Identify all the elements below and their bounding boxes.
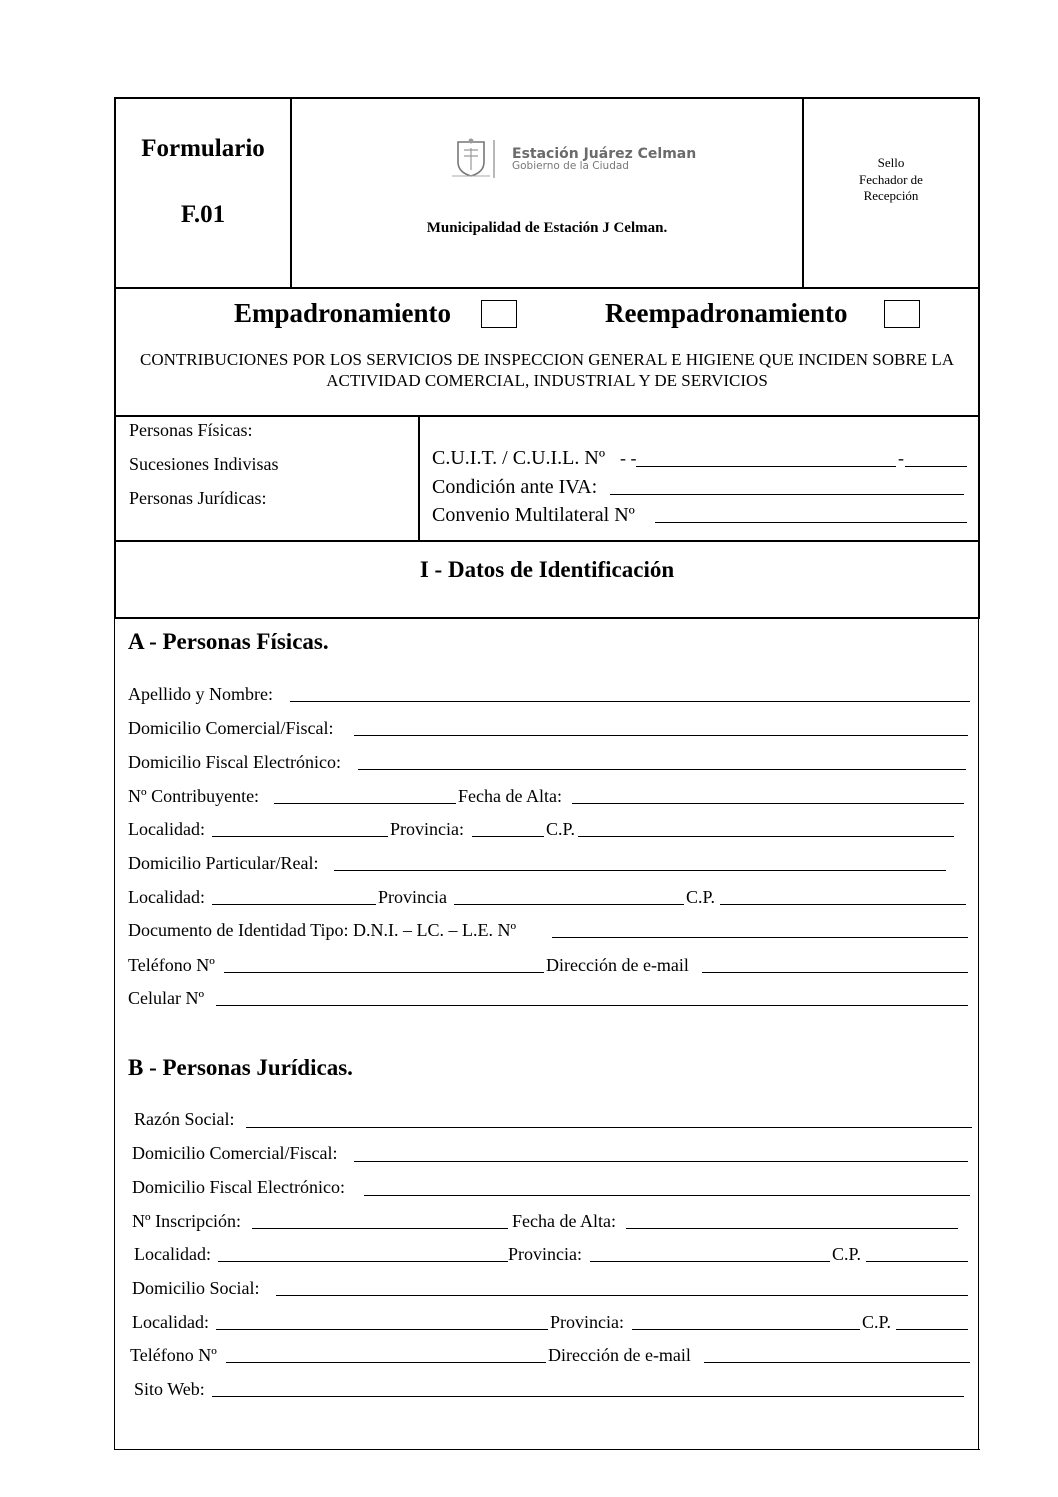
reempadronamiento-label: Reempadronamiento: [605, 298, 848, 328]
cuit-label: C.U.I.T. / C.U.I.L. Nº: [432, 447, 606, 469]
a-cp-label: C.P.: [546, 819, 576, 839]
municipality-name: Municipalidad de Estación J Celman.: [426, 220, 668, 236]
contributions-description-line-2: ACTIVIDAD COMERCIAL, INDUSTRIAL Y DE SERVICIOS: [326, 371, 768, 390]
a-apellido-input[interactable]: [290, 701, 970, 702]
form-code: F.01: [180, 201, 226, 228]
a-domicilio-electronico-input[interactable]: [358, 769, 966, 770]
b-fecha-alta-input[interactable]: [626, 1228, 958, 1229]
cuit-input-1[interactable]: [636, 466, 896, 467]
logo-subtitle: Gobierno de la Ciudad: [512, 160, 629, 172]
a-contribuyente-input[interactable]: [274, 803, 456, 804]
b-provincia2-input[interactable]: [632, 1329, 860, 1330]
a-cp2-label: C.P.: [686, 887, 716, 907]
stamp-line-1: Sello: [877, 155, 905, 170]
a-localidad-input[interactable]: [212, 836, 388, 837]
shield-icon: [446, 136, 506, 182]
a-apellido-label: Apellido y Nombre:: [128, 684, 273, 704]
a-telefono-label: Teléfono Nº: [128, 955, 215, 975]
a-domicilio-comercial-label: Domicilio Comercial/Fiscal:: [128, 718, 334, 738]
b-fecha-alta-label: Fecha de Alta:: [512, 1211, 616, 1231]
b-email-label: Dirección de e-mail: [548, 1345, 691, 1365]
b-sitio-web-label: Sito Web:: [134, 1379, 205, 1399]
a-documento-input[interactable]: [552, 937, 968, 938]
b-provincia-input[interactable]: [590, 1261, 830, 1262]
b-provincia2-label: Provincia:: [550, 1312, 624, 1332]
b-razon-social-input[interactable]: [246, 1127, 972, 1128]
convenio-multilateral-input[interactable]: [655, 522, 967, 523]
reempadronamiento-checkbox[interactable]: [884, 300, 920, 328]
b-localidad-input[interactable]: [218, 1261, 508, 1262]
form-label: Formulario: [141, 135, 265, 162]
b-domicilio-comercial-label: Domicilio Comercial/Fiscal:: [132, 1143, 338, 1163]
a-celular-label: Celular Nº: [128, 988, 205, 1008]
b-razon-social-label: Razón Social:: [134, 1109, 235, 1129]
section-title: I - Datos de Identificación: [419, 557, 675, 582]
b-provincia-label: Provincia:: [508, 1244, 582, 1264]
cuit-dash-2: -: [898, 448, 904, 468]
stamp-line-3: Recepción: [863, 188, 919, 203]
logo-name: Estación Juárez Celman: [512, 146, 697, 162]
taxpayer-divider: [418, 415, 420, 542]
sucesiones-indivisas-label: Sucesiones Indivisas: [129, 454, 279, 474]
section-a-title: A - Personas Físicas.: [128, 629, 329, 654]
empadronamiento-label: Empadronamiento: [234, 298, 452, 328]
a-provincia2-label: Provincia: [378, 887, 447, 907]
a-telefono-input[interactable]: [224, 972, 544, 973]
body-frame-left: [114, 617, 115, 1450]
b-cp2-input[interactable]: [896, 1329, 968, 1330]
b-email-input[interactable]: [704, 1362, 970, 1363]
body-frame-bottom: [114, 1449, 980, 1450]
stamp-line-2: Fechador de: [859, 172, 923, 187]
a-contribuyente-label: Nº Contribuyente:: [128, 786, 260, 806]
personas-fisicas-label: Personas Físicas:: [129, 420, 253, 440]
iva-condition-label: Condición ante IVA:: [432, 476, 598, 498]
body-frame-right: [978, 617, 979, 1450]
a-localidad2-input[interactable]: [212, 904, 376, 905]
convenio-multilateral-label: Convenio Multilateral Nº: [432, 504, 635, 526]
b-domicilio-comercial-input[interactable]: [354, 1161, 968, 1162]
municipal-logo: [446, 136, 696, 182]
b-sitio-web-input[interactable]: [212, 1396, 964, 1397]
a-celular-input[interactable]: [216, 1005, 968, 1006]
a-localidad2-label: Localidad:: [128, 887, 205, 907]
b-inscripcion-label: Nº Inscripción:: [132, 1211, 242, 1231]
a-email-label: Dirección de e-mail: [546, 955, 689, 975]
b-domicilio-social-input[interactable]: [276, 1295, 968, 1296]
contributions-description-line-1: CONTRIBUCIONES POR LOS SERVICIOS DE INSPECCION GENERAL E HIGIENE QUE INCIDEN SOBRE LA: [139, 350, 954, 369]
b-localidad2-input[interactable]: [216, 1329, 548, 1330]
b-inscripcion-input[interactable]: [252, 1228, 508, 1229]
a-domicilio-comercial-input[interactable]: [354, 735, 968, 736]
personas-juridicas-label: Personas Jurídicas:: [129, 488, 267, 508]
cuit-input-2[interactable]: [905, 466, 967, 467]
a-domicilio-particular-input[interactable]: [334, 870, 946, 871]
a-provincia-label: Provincia:: [390, 819, 464, 839]
b-domicilio-electronico-input[interactable]: [364, 1195, 970, 1196]
empadronamiento-checkbox[interactable]: [481, 300, 517, 328]
a-provincia-input[interactable]: [472, 836, 544, 837]
b-cp-label: C.P.: [832, 1244, 862, 1264]
a-email-input[interactable]: [702, 972, 968, 973]
iva-condition-input[interactable]: [610, 494, 964, 495]
a-cp-input[interactable]: [578, 836, 954, 837]
a-provincia2-input[interactable]: [454, 904, 684, 905]
a-documento-label: Documento de Identidad Tipo: D.N.I. – LC. – L.E. Nº: [128, 920, 517, 940]
b-cp2-label: C.P.: [862, 1312, 892, 1332]
section-b-title: B - Personas Jurídicas.: [128, 1055, 353, 1080]
a-domicilio-electronico-label: Domicilio Fiscal Electrónico:: [128, 752, 341, 772]
header-divider-left: [290, 97, 292, 289]
a-localidad-label: Localidad:: [128, 819, 205, 839]
a-fecha-alta-input[interactable]: [572, 803, 964, 804]
a-domicilio-particular-label: Domicilio Particular/Real:: [128, 853, 319, 873]
b-domicilio-electronico-label: Domicilio Fiscal Electrónico:: [132, 1177, 345, 1197]
a-cp2-input[interactable]: [720, 904, 966, 905]
a-fecha-alta-label: Fecha de Alta:: [458, 786, 562, 806]
b-telefono-input[interactable]: [226, 1362, 546, 1363]
b-localidad-label: Localidad:: [134, 1244, 211, 1264]
cuit-dash-1: - -: [620, 448, 637, 468]
b-cp-input[interactable]: [866, 1261, 968, 1262]
b-localidad2-label: Localidad:: [132, 1312, 209, 1332]
b-domicilio-social-label: Domicilio Social:: [132, 1278, 260, 1298]
b-telefono-label: Teléfono Nº: [130, 1345, 217, 1365]
